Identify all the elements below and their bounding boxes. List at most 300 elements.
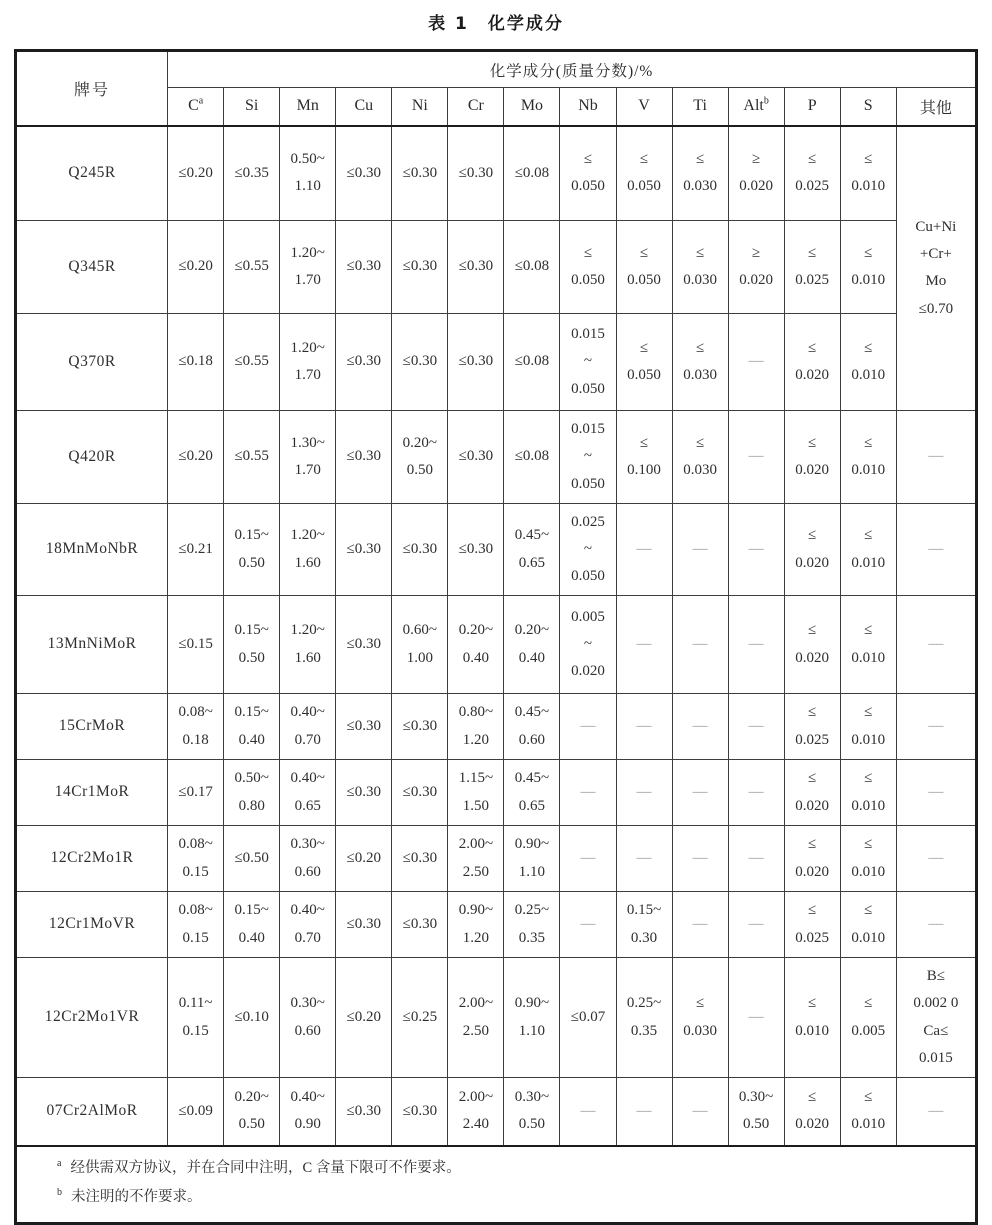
value-line: 1.30~ bbox=[290, 434, 325, 451]
value-line: +Cr+ bbox=[919, 245, 952, 262]
value-cell-Mo bbox=[504, 1078, 560, 1146]
value-line: ≤ bbox=[864, 527, 873, 544]
value-line: ≤ bbox=[808, 995, 817, 1012]
value-line: 0.010 bbox=[851, 731, 886, 748]
value-line: — bbox=[692, 540, 708, 557]
value-line: 0.90~ bbox=[514, 836, 550, 853]
table-row-07Cr2AlMoR bbox=[16, 1078, 977, 1146]
grade-cell: 07Cr2AlMoR bbox=[16, 1078, 168, 1146]
value-line: 0.020 bbox=[739, 178, 773, 195]
value-line: 0.40 bbox=[462, 649, 489, 666]
value-cell-Mn bbox=[280, 596, 336, 694]
value-line: 0.20~ bbox=[234, 1088, 269, 1105]
value-line: — bbox=[748, 353, 764, 370]
value-cell-Alt bbox=[728, 596, 784, 694]
value-cell-Ti bbox=[672, 596, 728, 694]
table-body bbox=[16, 126, 977, 1146]
value-line: 0.050 bbox=[627, 178, 661, 195]
value-line: 0.30~ bbox=[738, 1088, 774, 1105]
value-cell-Ti bbox=[672, 126, 728, 221]
value-line: — bbox=[692, 783, 708, 800]
value-cell-C bbox=[168, 314, 224, 411]
value-cell-P bbox=[784, 958, 840, 1078]
value-line: — bbox=[636, 540, 652, 557]
value-line: ≤0.21 bbox=[178, 540, 213, 557]
value-cell-Alt bbox=[728, 1078, 784, 1146]
value-line: 0.15~ bbox=[234, 704, 269, 721]
value-cell-S bbox=[840, 504, 896, 596]
value-line: ≤ bbox=[808, 527, 817, 544]
value-line: 0.50 bbox=[742, 1116, 770, 1133]
value-line: ≤0.30 bbox=[402, 258, 438, 275]
value-cell-其他 bbox=[896, 1078, 976, 1146]
value-cell-P bbox=[784, 694, 840, 760]
value-line: ≤ bbox=[864, 434, 873, 451]
value-cell-Si bbox=[224, 826, 280, 892]
value-line: 0.030 bbox=[683, 462, 717, 478]
value-cell-Cr bbox=[448, 596, 504, 694]
grade-cell: 18MnMoNbR bbox=[16, 504, 168, 596]
value-cell-P bbox=[784, 760, 840, 826]
value-line: — bbox=[692, 1102, 708, 1119]
value-line: 1.50 bbox=[462, 797, 489, 814]
value-cell-Ti bbox=[672, 694, 728, 760]
value-line: ≤0.55 bbox=[234, 353, 269, 370]
chemical-composition-table bbox=[14, 49, 978, 1225]
value-cell-Mn bbox=[280, 760, 336, 826]
value-cell-C bbox=[168, 504, 224, 596]
value-line: ≤ bbox=[864, 244, 873, 261]
value-line: 0.15~ bbox=[234, 902, 269, 919]
value-cell-其他 bbox=[896, 826, 976, 892]
value-cell-Cu bbox=[336, 694, 392, 760]
value-line: 0.050 bbox=[571, 380, 605, 397]
value-line: 0.010 bbox=[851, 462, 886, 478]
value-line: — bbox=[692, 849, 708, 866]
value-cell-C bbox=[168, 596, 224, 694]
value-line: 0.025 bbox=[795, 731, 830, 748]
column-header-S: S bbox=[840, 88, 896, 126]
value-cell-Mn bbox=[280, 411, 336, 504]
value-line: ≤0.20 bbox=[178, 258, 213, 275]
value-line: 0.45~ bbox=[514, 704, 550, 721]
column-header-Nb: Nb bbox=[560, 88, 616, 126]
value-cell-P bbox=[784, 826, 840, 892]
value-line: — bbox=[928, 915, 944, 932]
value-line: ≤ bbox=[864, 902, 873, 919]
value-line: — bbox=[748, 915, 764, 932]
value-line: 0.015 bbox=[918, 1049, 953, 1066]
value-line: ≥ bbox=[752, 244, 761, 261]
value-line: 1.60 bbox=[294, 554, 321, 571]
value-cell-C bbox=[168, 221, 224, 314]
value-line: ≤0.08 bbox=[514, 353, 550, 370]
value-line: ≤ bbox=[808, 1088, 817, 1105]
footnote-a-text: 经供需双方协议，并在合同中注明，C 含量下限可不作要求。 bbox=[70, 1159, 461, 1176]
value-cell-Mo bbox=[504, 504, 560, 596]
value-line: 0.010 bbox=[851, 367, 886, 383]
value-line: 0.65 bbox=[294, 797, 321, 814]
value-cell-Mo bbox=[504, 596, 560, 694]
value-cell-S bbox=[840, 314, 896, 411]
value-cell-V bbox=[616, 504, 672, 596]
table-row-12Cr2Mo1R bbox=[16, 826, 977, 892]
column-header-Ni: Ni bbox=[392, 88, 448, 126]
value-cell-Ti bbox=[672, 1078, 728, 1146]
value-line: — bbox=[928, 849, 944, 866]
value-cell-C bbox=[168, 411, 224, 504]
value-cell-P bbox=[784, 221, 840, 314]
value-line: 1.15~ bbox=[458, 770, 494, 787]
value-cell-Cu bbox=[336, 411, 392, 504]
value-cell-Mn bbox=[280, 221, 336, 314]
value-cell-S bbox=[840, 221, 896, 314]
grade-cell: Q370R bbox=[16, 314, 168, 411]
value-cell-Ti bbox=[672, 504, 728, 596]
value-line: — bbox=[692, 635, 708, 652]
value-cell-S bbox=[840, 760, 896, 826]
grade-cell: Q345R bbox=[16, 221, 168, 314]
value-cell-Alt bbox=[728, 314, 784, 411]
value-cell-C bbox=[168, 1078, 224, 1146]
value-line: ≤0.30 bbox=[346, 1102, 382, 1119]
footnote-b bbox=[57, 1183, 965, 1213]
value-line: ≤ bbox=[583, 244, 593, 261]
value-line: B≤ bbox=[926, 967, 945, 984]
value-cell-Cr bbox=[448, 958, 504, 1078]
value-cell-Alt bbox=[728, 760, 784, 826]
value-line: ≤0.20 bbox=[178, 448, 213, 465]
value-cell-Cu bbox=[336, 826, 392, 892]
value-line: ≤0.30 bbox=[346, 915, 382, 932]
value-line: — bbox=[928, 783, 944, 800]
value-line: ≤ bbox=[864, 836, 873, 853]
value-line: — bbox=[748, 635, 764, 652]
value-line: ≤0.08 bbox=[514, 258, 550, 275]
value-cell-P bbox=[784, 1078, 840, 1146]
value-line: 0.50~ bbox=[290, 150, 325, 167]
value-line: ≤0.18 bbox=[178, 353, 213, 370]
value-cell-Nb bbox=[560, 221, 616, 314]
value-line: ~ bbox=[583, 353, 593, 370]
value-line: 0.40~ bbox=[290, 1088, 325, 1105]
value-cell-Cu bbox=[336, 958, 392, 1078]
value-line: — bbox=[692, 915, 708, 932]
column-header-Si: Si bbox=[224, 88, 280, 126]
value-line: 0.050 bbox=[571, 568, 605, 585]
value-line: — bbox=[636, 849, 652, 866]
value-line: 0.010 bbox=[851, 1116, 886, 1133]
value-line: — bbox=[748, 448, 764, 465]
value-line: 1.60 bbox=[294, 649, 321, 666]
value-cell-Mn bbox=[280, 892, 336, 958]
footnote-ref-a: a bbox=[198, 95, 204, 107]
value-line: ≤ bbox=[864, 622, 873, 639]
value-line: 0.30~ bbox=[290, 836, 325, 853]
value-line: 0.30~ bbox=[290, 995, 325, 1012]
value-line: — bbox=[748, 1008, 764, 1025]
value-line: — bbox=[636, 1102, 652, 1119]
value-cell-Alt bbox=[728, 694, 784, 760]
value-cell-Ti bbox=[672, 760, 728, 826]
value-cell-Mo bbox=[504, 314, 560, 411]
value-line: 0.40~ bbox=[290, 704, 325, 721]
value-line: 0.010 bbox=[795, 1022, 830, 1039]
table-row-13MnNiMoR bbox=[16, 596, 977, 694]
value-line: 0.010 bbox=[851, 554, 886, 571]
value-line: ≤0.30 bbox=[402, 164, 438, 181]
column-header-Mn: Mn bbox=[280, 88, 336, 126]
value-cell-Alt bbox=[728, 958, 784, 1078]
value-line: 0.025 bbox=[571, 513, 605, 530]
value-line: — bbox=[580, 717, 596, 734]
value-line: — bbox=[580, 849, 596, 866]
value-cell-V bbox=[616, 1078, 672, 1146]
value-cell-Ti bbox=[672, 221, 728, 314]
value-line: 0.65 bbox=[518, 554, 546, 571]
value-line: 0.025 bbox=[795, 272, 830, 288]
value-line: 0.030 bbox=[683, 272, 717, 288]
value-cell-Si bbox=[224, 126, 280, 221]
grade-cell: 12Cr2Mo1R bbox=[16, 826, 168, 892]
value-cell-Alt bbox=[728, 504, 784, 596]
value-cell-Cr bbox=[448, 826, 504, 892]
value-cell-V bbox=[616, 596, 672, 694]
table-row-12Cr2Mo1VR bbox=[16, 958, 977, 1078]
value-cell-Nb bbox=[560, 1078, 616, 1146]
value-line: 0.020 bbox=[795, 554, 830, 571]
value-line: ≤ bbox=[695, 244, 705, 261]
value-line: 0.002 0 bbox=[913, 995, 959, 1012]
value-line: ≤0.30 bbox=[346, 635, 382, 652]
footnote-ref-b: b bbox=[763, 95, 769, 107]
value-cell-Ti bbox=[672, 826, 728, 892]
value-line: — bbox=[748, 849, 764, 866]
value-line: ≤ bbox=[808, 902, 817, 919]
value-line: 2.40 bbox=[462, 1116, 489, 1133]
value-cell-Cu bbox=[336, 760, 392, 826]
value-cell-Mn bbox=[280, 504, 336, 596]
value-line: 1.20~ bbox=[290, 527, 325, 544]
value-cell-Mo bbox=[504, 958, 560, 1078]
value-line: ≤ bbox=[808, 770, 817, 787]
value-line: 0.005 bbox=[851, 1022, 886, 1039]
value-cell-Cr bbox=[448, 221, 504, 314]
value-cell-Alt bbox=[728, 221, 784, 314]
value-cell-Mo bbox=[504, 221, 560, 314]
value-line: 0.40 bbox=[518, 649, 546, 666]
value-line: ≤0.35 bbox=[234, 164, 269, 181]
value-line: 0.030 bbox=[683, 367, 717, 383]
value-line: ≤0.30 bbox=[346, 717, 382, 734]
value-line: 0.050 bbox=[627, 272, 661, 288]
value-line: 0.50 bbox=[238, 1116, 265, 1133]
value-line: — bbox=[748, 717, 764, 734]
value-line: 0.35 bbox=[518, 929, 546, 946]
value-line: ≤0.30 bbox=[346, 353, 382, 370]
value-line: ≤0.50 bbox=[234, 849, 269, 866]
value-line: 1.70 bbox=[294, 367, 321, 383]
value-cell-Cu bbox=[336, 126, 392, 221]
value-cell-Mn bbox=[280, 126, 336, 221]
value-line: 0.50 bbox=[518, 1116, 546, 1133]
value-cell-其他 bbox=[896, 958, 976, 1078]
value-line: ≤ bbox=[639, 244, 649, 261]
value-line: 0.020 bbox=[739, 272, 773, 288]
value-cell-Cu bbox=[336, 892, 392, 958]
value-line: 0.050 bbox=[571, 475, 605, 492]
value-cell-Ti bbox=[672, 411, 728, 504]
value-cell-S bbox=[840, 826, 896, 892]
value-cell-V bbox=[616, 314, 672, 411]
footnote-cell bbox=[16, 1146, 977, 1224]
value-cell-P bbox=[784, 892, 840, 958]
table-row-14Cr1MoR bbox=[16, 760, 977, 826]
value-line: ≤0.30 bbox=[346, 164, 382, 181]
value-cell-C bbox=[168, 126, 224, 221]
value-cell-Ni bbox=[392, 126, 448, 221]
value-line: 0.20~ bbox=[514, 622, 550, 639]
value-line: ~ bbox=[583, 635, 593, 652]
value-line: ≤0.10 bbox=[234, 1008, 269, 1025]
value-line: ≤0.30 bbox=[402, 849, 438, 866]
value-cell-P bbox=[784, 314, 840, 411]
value-line: — bbox=[928, 1102, 944, 1119]
value-line: 0.15~ bbox=[234, 622, 269, 639]
value-line: 0.50 bbox=[238, 649, 265, 666]
value-line: ≤ bbox=[695, 434, 705, 451]
value-cell-Cu bbox=[336, 504, 392, 596]
value-cell-Si bbox=[224, 958, 280, 1078]
value-cell-Cu bbox=[336, 314, 392, 411]
value-cell-V bbox=[616, 221, 672, 314]
value-cell-C bbox=[168, 958, 224, 1078]
value-line: ≤ bbox=[808, 434, 817, 451]
table-row-Q345R bbox=[16, 221, 977, 314]
grade-cell: 15CrMoR bbox=[16, 694, 168, 760]
value-cell-Si bbox=[224, 504, 280, 596]
value-cell-Mn bbox=[280, 694, 336, 760]
value-line: ≤ bbox=[808, 339, 817, 356]
value-line: ≤ bbox=[583, 150, 593, 167]
value-cell-P bbox=[784, 596, 840, 694]
value-cell-Ni bbox=[392, 826, 448, 892]
composition-group-header: 化学成分(质量分数)/% bbox=[168, 51, 977, 88]
value-line: 0.30~ bbox=[514, 1088, 550, 1105]
value-line: 2.00~ bbox=[458, 995, 494, 1012]
value-cell-Si bbox=[224, 1078, 280, 1146]
value-line: 0.50 bbox=[406, 462, 433, 478]
value-line: 2.50 bbox=[462, 863, 489, 880]
value-cell-Nb bbox=[560, 314, 616, 411]
value-line: — bbox=[928, 540, 944, 557]
value-cell-Cr bbox=[448, 1078, 504, 1146]
value-cell-V bbox=[616, 694, 672, 760]
value-line: ≤0.30 bbox=[346, 448, 382, 465]
value-cell-Cr bbox=[448, 411, 504, 504]
value-line: ≤ bbox=[695, 995, 705, 1012]
value-line: ≤ bbox=[864, 339, 873, 356]
value-line: ≤0.08 bbox=[514, 164, 550, 181]
table-row-18MnMoNbR bbox=[16, 504, 977, 596]
column-header-Cr: Cr bbox=[448, 88, 504, 126]
column-header-C: $C^a$ bbox=[168, 88, 224, 126]
column-header-P: P bbox=[784, 88, 840, 126]
value-cell-Ti bbox=[672, 314, 728, 411]
value-line: ≤ bbox=[808, 836, 817, 853]
value-line: 0.90~ bbox=[514, 995, 550, 1012]
value-line: 1.20~ bbox=[290, 244, 325, 261]
value-line: 0.005 bbox=[571, 608, 605, 625]
value-cell-S bbox=[840, 126, 896, 221]
value-line: ≤0.30 bbox=[346, 783, 382, 800]
table-footnotes bbox=[16, 1146, 977, 1224]
value-line: Cu+Ni bbox=[915, 218, 957, 235]
footnote-b-text: 未注明的不作要求。 bbox=[71, 1189, 202, 1206]
value-cell-Ni bbox=[392, 958, 448, 1078]
value-cell-Nb bbox=[560, 411, 616, 504]
value-line: ≤0.30 bbox=[402, 353, 438, 370]
grade-cell: 14Cr1MoR bbox=[16, 760, 168, 826]
value-line: 0.08~ bbox=[178, 704, 213, 721]
value-cell-P bbox=[784, 126, 840, 221]
value-line: ≤ bbox=[639, 339, 649, 356]
value-line: ≤ bbox=[808, 244, 817, 261]
value-cell-其他 bbox=[896, 411, 976, 504]
value-line: ≤0.30 bbox=[402, 540, 438, 557]
value-line: ≤ bbox=[695, 339, 705, 356]
column-header-Ti: Ti bbox=[672, 88, 728, 126]
value-cell-Ni bbox=[392, 760, 448, 826]
value-line: ≤ bbox=[639, 150, 649, 167]
value-line: 0.020 bbox=[795, 863, 830, 880]
value-line: 0.020 bbox=[795, 797, 830, 814]
value-line: ≤0.70 bbox=[918, 300, 954, 317]
value-cell-Cu bbox=[336, 596, 392, 694]
value-line: 0.60 bbox=[294, 1022, 321, 1039]
value-line: 0.010 bbox=[851, 649, 886, 666]
value-line: ≤ bbox=[864, 1088, 873, 1105]
value-line: 0.15 bbox=[182, 929, 209, 946]
column-header-V: V bbox=[616, 88, 672, 126]
value-line: ≤0.17 bbox=[178, 783, 213, 800]
value-cell-S bbox=[840, 411, 896, 504]
value-cell-Si bbox=[224, 760, 280, 826]
value-line: 0.15~ bbox=[234, 527, 269, 544]
value-line: 0.40~ bbox=[290, 770, 325, 787]
value-line: 0.50 bbox=[238, 554, 265, 571]
value-cell-Cr bbox=[448, 504, 504, 596]
value-cell-Cr bbox=[448, 892, 504, 958]
value-line: ≤0.20 bbox=[346, 1008, 382, 1025]
footnote-a bbox=[57, 1154, 965, 1184]
value-cell-S bbox=[840, 1078, 896, 1146]
value-cell-C bbox=[168, 892, 224, 958]
value-line: 0.025 bbox=[795, 929, 830, 946]
value-line: Mo bbox=[925, 273, 947, 290]
value-line: 0.15 bbox=[182, 863, 209, 880]
value-line: 0.08~ bbox=[178, 836, 213, 853]
value-line: 0.010 bbox=[851, 863, 886, 880]
value-line: 0.100 bbox=[627, 462, 661, 478]
table-row-Q245R bbox=[16, 126, 977, 221]
value-cell-Alt bbox=[728, 126, 784, 221]
grade-cell: Q245R bbox=[16, 126, 168, 221]
value-cell-V bbox=[616, 826, 672, 892]
value-cell-Si bbox=[224, 694, 280, 760]
value-line: ≤0.09 bbox=[178, 1102, 213, 1119]
value-line: ≤0.20 bbox=[178, 164, 213, 181]
